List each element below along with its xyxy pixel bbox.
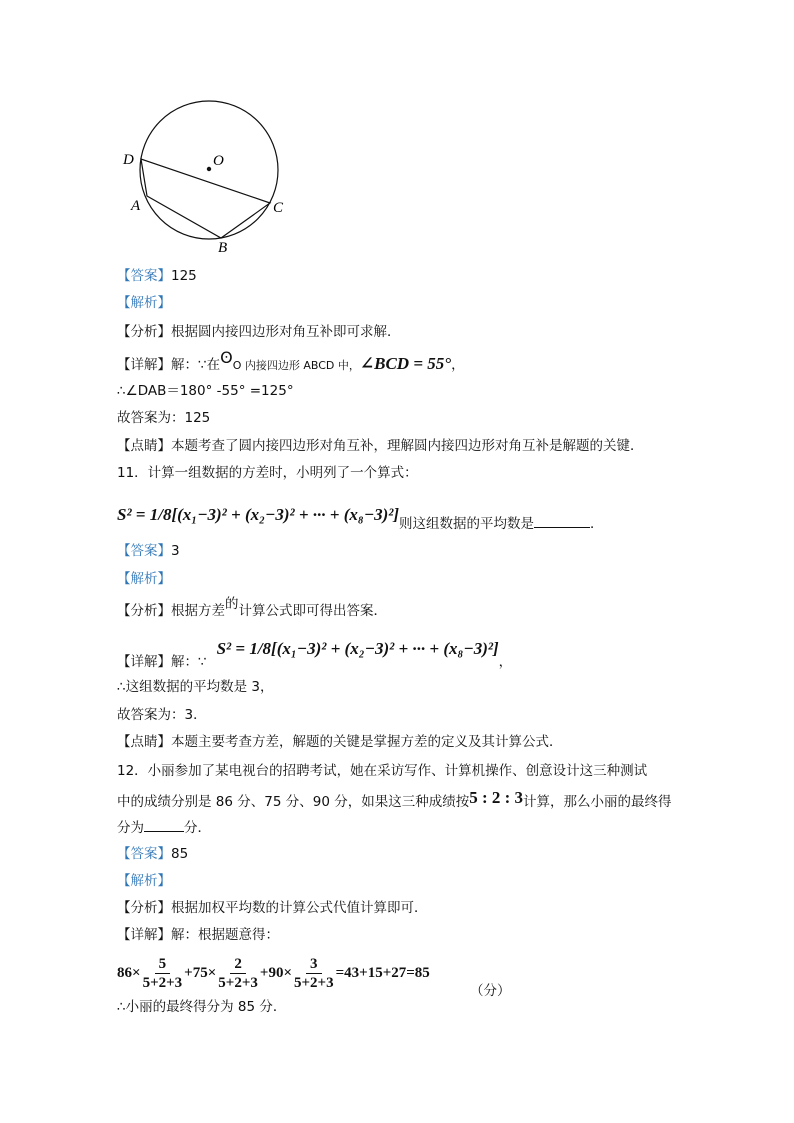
center-point xyxy=(207,167,211,171)
q11-detail xyxy=(117,639,513,671)
dianjing-text: 本题主要考查方差，解题的关键是掌握方差的定义及其计算公式． xyxy=(171,734,563,750)
answer-tag: 【答案】 xyxy=(117,846,171,862)
q10-conclusion: 故答案为：125 xyxy=(117,410,211,426)
q11-analysis-tag: 【解析】 xyxy=(117,571,171,587)
angle-expression: ∠BCD = 55° xyxy=(359,354,452,373)
fraction xyxy=(218,955,258,992)
denominator: 5+2+3 xyxy=(218,975,258,991)
fraction xyxy=(294,955,334,992)
calc-term: +75× xyxy=(184,964,217,981)
q12-answer xyxy=(117,845,188,863)
variance-formula: S² = 1/8[(x₁−3)² + (x₂−3)² + ··· + (x₈−3)²] xyxy=(216,639,499,658)
fenxi-text: 根据方差 xyxy=(171,603,225,619)
q12-fenxi xyxy=(117,899,428,917)
label-c: C xyxy=(273,200,284,216)
numerator: 3 xyxy=(306,955,322,974)
q12-question-line3 xyxy=(117,819,211,837)
dianjing-tag: 【点睛】 xyxy=(117,734,171,750)
detail-tag: 【详解】 xyxy=(117,654,171,670)
q12-question-line1: 12．小丽参加了某电视台的招聘考试，她在采访写作、计算机操作、创意设计这三种测试 xyxy=(117,763,648,779)
q11-answer xyxy=(117,542,180,560)
punct: ． xyxy=(590,516,604,532)
q12-unit: （分） xyxy=(470,983,511,999)
answer-value: 85 xyxy=(171,846,189,862)
question-text: 中的成绩分别是 86 分、75 分、90 分，如果这三种成绩按 xyxy=(117,794,470,810)
quadrilateral-abcd xyxy=(141,159,270,238)
fraction xyxy=(143,955,183,992)
question-text: 分． xyxy=(184,820,211,836)
q11-conclusion: 故答案为：3． xyxy=(117,707,207,723)
fenxi-tag: 【分析】 xyxy=(117,324,171,340)
punct: ， xyxy=(498,654,513,670)
answer-value: 3 xyxy=(171,543,180,559)
denominator: 5+2+3 xyxy=(142,975,183,991)
detail-text: 解：∵ xyxy=(171,654,207,670)
q11-step: ∴这组数据的平均数是 3， xyxy=(117,679,274,695)
variance-formula: S² = 1/8[(x₁−3)² + (x₂−3)² + ··· + (x₈−3)²] xyxy=(117,505,400,524)
ratio: 5 : 2 : 3 xyxy=(469,788,524,807)
q12-conclusion: ∴小丽的最终得分为 85 分． xyxy=(117,999,287,1015)
q11-question: 11．计算一组数据的方差时，小明列了一个算式： xyxy=(117,465,418,481)
calc-result: =43+15+27=85 xyxy=(335,964,430,981)
q11-fenxi xyxy=(117,596,387,620)
calc-term: +90× xyxy=(259,964,292,981)
fenxi-text: 计算公式即可得出答案． xyxy=(238,603,387,619)
answer-tag: 【答案】 xyxy=(117,543,171,559)
numerator: 5 xyxy=(155,955,171,974)
detail-text: 解：根据题意得： xyxy=(171,927,279,943)
q10-dianjing xyxy=(117,437,644,455)
answer-value: 125 xyxy=(171,268,197,284)
detail-text: O 内接四边形 ABCD 中， xyxy=(232,359,360,372)
q10-analysis-tag: 【解析】 xyxy=(117,295,171,311)
question-text: 计算，那么小丽的最终得 xyxy=(523,794,672,810)
dianjing-tag: 【点睛】 xyxy=(117,438,171,454)
q12-detail xyxy=(117,926,279,944)
calc-term: 86× xyxy=(117,964,141,981)
answer-blank xyxy=(534,515,590,528)
q10-answer xyxy=(117,267,197,285)
label-b: B xyxy=(218,240,228,256)
q12-calculation xyxy=(117,955,430,992)
fenxi-text: 的 xyxy=(225,596,239,612)
question-text: 分为 xyxy=(117,820,144,836)
question-tail: 则这组数据的平均数是 xyxy=(399,516,535,532)
label-o: O xyxy=(213,153,224,169)
q10-step: ∴∠DAB＝180° -55° =125° xyxy=(117,383,294,399)
detail-tag: 【详解】 xyxy=(117,927,171,943)
detail-tag: 【详解】 xyxy=(117,357,171,373)
denominator: 5+2+3 xyxy=(294,975,334,991)
q10-detail xyxy=(117,348,465,375)
q12-question-line2 xyxy=(117,788,672,811)
fenxi-text: 根据圆内接四边形对角互补即可求解． xyxy=(171,324,401,340)
fenxi-tag: 【分析】 xyxy=(117,603,171,619)
label-d: D xyxy=(123,152,134,168)
fenxi-text: 根据加权平均数的计算公式代值计算即可． xyxy=(171,900,428,916)
numerator: 2 xyxy=(230,955,246,974)
q11-formula-line xyxy=(117,500,604,531)
q11-dianjing xyxy=(117,733,563,751)
circle-symbol: ʘ xyxy=(220,348,233,367)
dianjing-text: 本题考查了圆内接四边形对角互补，理解圆内接四边形对角互补是解题的关键． xyxy=(171,438,644,454)
detail-text: 解：∵在 xyxy=(171,357,221,373)
q12-analysis-tag: 【解析】 xyxy=(117,873,171,889)
answer-tag: 【答案】 xyxy=(117,268,171,284)
punct: ， xyxy=(451,357,465,373)
fenxi-tag: 【分析】 xyxy=(117,900,171,916)
q10-fenxi xyxy=(117,323,401,341)
label-a: A xyxy=(131,198,141,214)
circle-quadrilateral-figure xyxy=(120,95,300,260)
answer-blank xyxy=(144,819,184,832)
